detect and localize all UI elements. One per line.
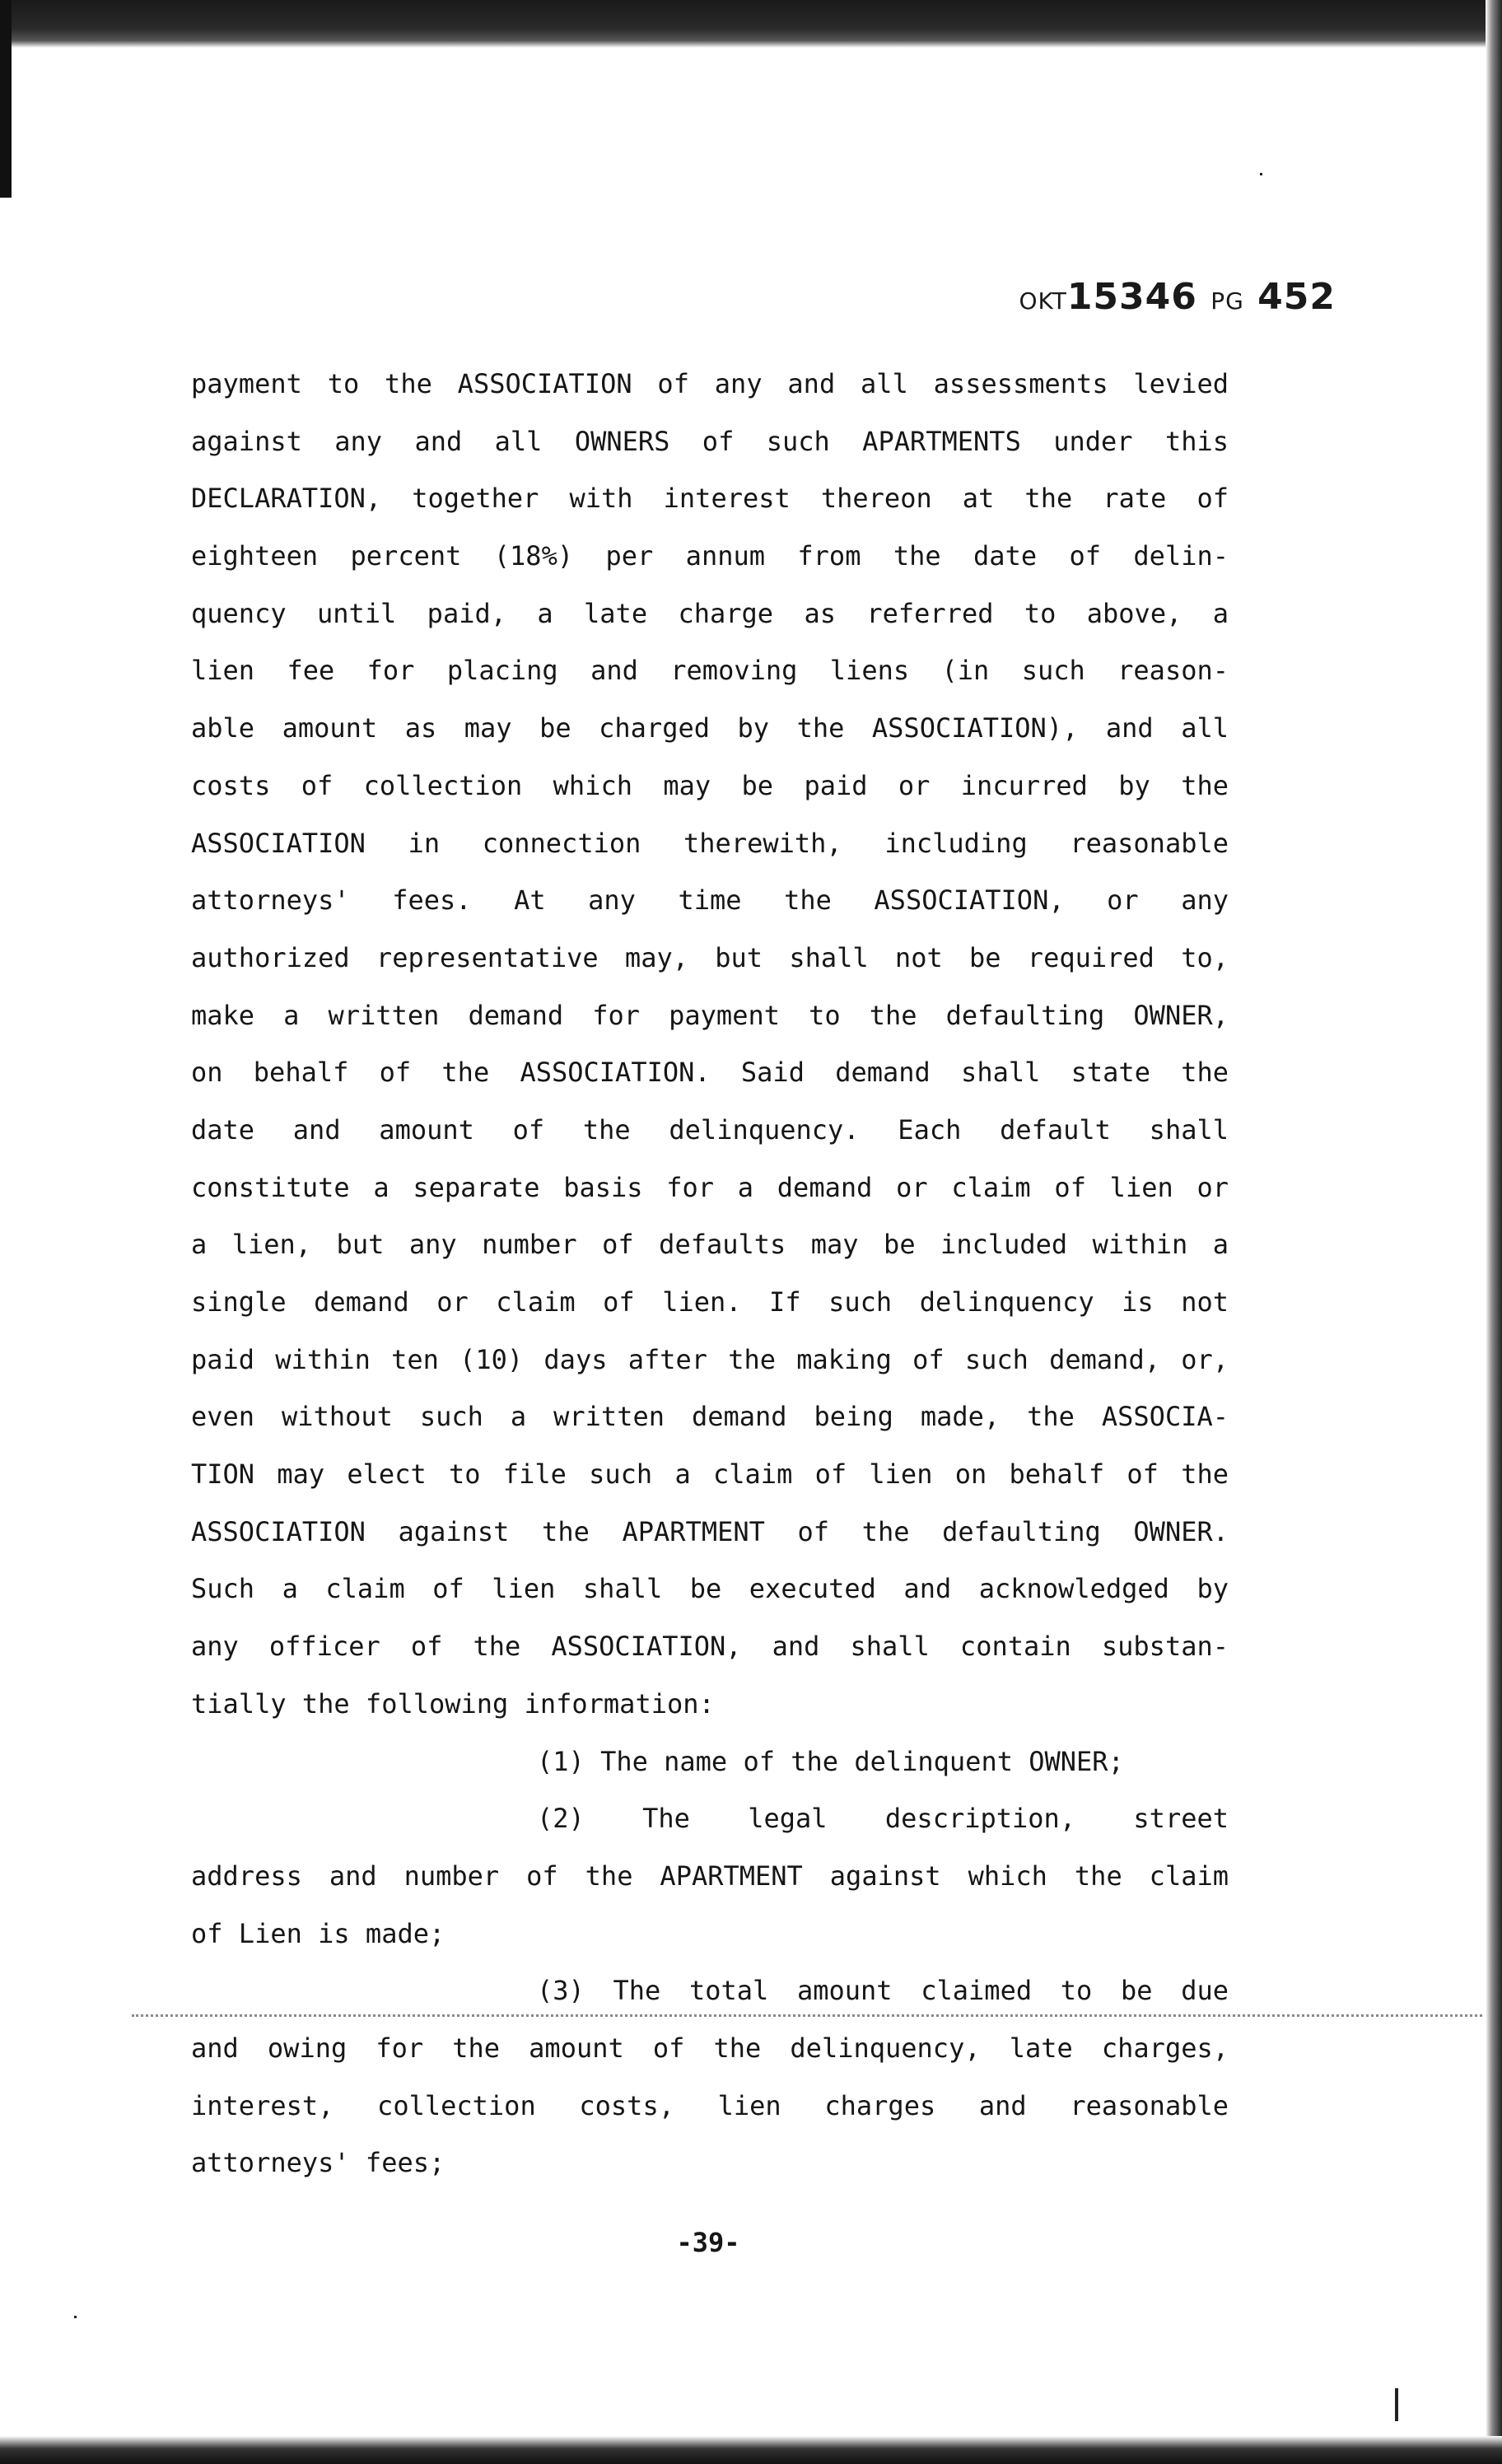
body-line: costs of collection which may be paid or incurred by the	[191, 769, 1229, 801]
body-line: Such a claim of lien shall be executed and acknowledged by	[191, 1573, 1229, 1605]
body-line: quency until paid, a late charge as referred to above, a	[191, 597, 1229, 629]
scan-border-bottom	[0, 2436, 1502, 2464]
body-line: constitute a separate basis for a demand or claim of lien or	[191, 1171, 1229, 1203]
body-line: attorneys' fees. At any time the ASSOCIATION, or any	[191, 884, 1229, 917]
body-line: lien fee for placing and removing liens (in such reason-	[191, 655, 1229, 687]
body-line: authorized representative may, but shall not be required to,	[191, 941, 1229, 973]
list-item-3-continuation: and owing for the amount of the delinquency, late charges,	[191, 2032, 1229, 2064]
page-reference: 452	[1257, 276, 1336, 318]
body-line: a lien, but any number of defaults may be included within a	[191, 1229, 1229, 1261]
body-line: make a written demand for payment to the defaulting OWNER,	[191, 999, 1229, 1031]
body-line: ASSOCIATION against the APARTMENT of the defaulting OWNER.	[191, 1515, 1229, 1547]
body-line: ASSOCIATION in connection therewith, including reasonable	[191, 827, 1229, 859]
scan-speck	[74, 2316, 77, 2318]
list-item-3: (3) The total amount claimed to be due	[537, 1975, 1229, 2007]
scan-border-top	[0, 0, 1502, 48]
list-item-3-continuation: attorneys' fees;	[191, 2147, 445, 2179]
page-prefix: PG	[1210, 287, 1244, 315]
book-prefix: OKT	[1019, 287, 1067, 315]
scan-border-right	[1486, 0, 1502, 2464]
body-line: tially the following information:	[191, 1687, 715, 1720]
list-item-2: (2) The legal description, street	[537, 1803, 1229, 1835]
list-item-1: (1) The name of the delinquent OWNER;	[537, 1745, 1124, 1777]
body-line: paid within ten (10) days after the making of such demand, or,	[191, 1343, 1229, 1375]
scan-dotted-artifact	[132, 2014, 1482, 2017]
list-item-2-continuation: of Lien is made;	[191, 1917, 445, 1949]
body-line: against any and all OWNERS of such APARTMENTS under this	[191, 425, 1229, 457]
body-line: payment to the ASSOCIATION of any and all assessments levied	[191, 368, 1229, 399]
scan-border-left	[0, 0, 12, 198]
list-item-3-continuation: interest, collection costs, lien charges and reasonable	[191, 2089, 1229, 2121]
body-line: date and amount of the delinquency. Each default shall	[191, 1113, 1229, 1146]
page-number: -39-	[676, 2227, 740, 2258]
scan-speck	[1260, 173, 1262, 175]
body-line: able amount as may be charged by the ASSOCIATION), and all	[191, 712, 1229, 744]
body-line: even without such a written demand being made, the ASSOCIA-	[191, 1401, 1229, 1433]
body-line: single demand or claim of lien. If such delinquency is not	[191, 1286, 1229, 1318]
body-line: DECLARATION, together with interest thereon at the rate of	[191, 483, 1229, 515]
body-line: eighteen percent (18%) per annum from the date of delin-	[191, 540, 1229, 572]
document-body	[191, 364, 1229, 2200]
scan-speck	[1395, 2388, 1398, 2421]
list-item-2-continuation: address and number of the APARTMENT against which the claim	[191, 1860, 1229, 1892]
body-line: TION may elect to file such a claim of lien on behalf of the	[191, 1458, 1229, 1491]
book-page-reference	[1019, 276, 1336, 318]
body-line: any officer of the ASSOCIATION, and shall contain substan-	[191, 1631, 1229, 1663]
book-number: 15346	[1066, 276, 1197, 318]
body-line: on behalf of the ASSOCIATION. Said demand shall state the	[191, 1057, 1229, 1089]
